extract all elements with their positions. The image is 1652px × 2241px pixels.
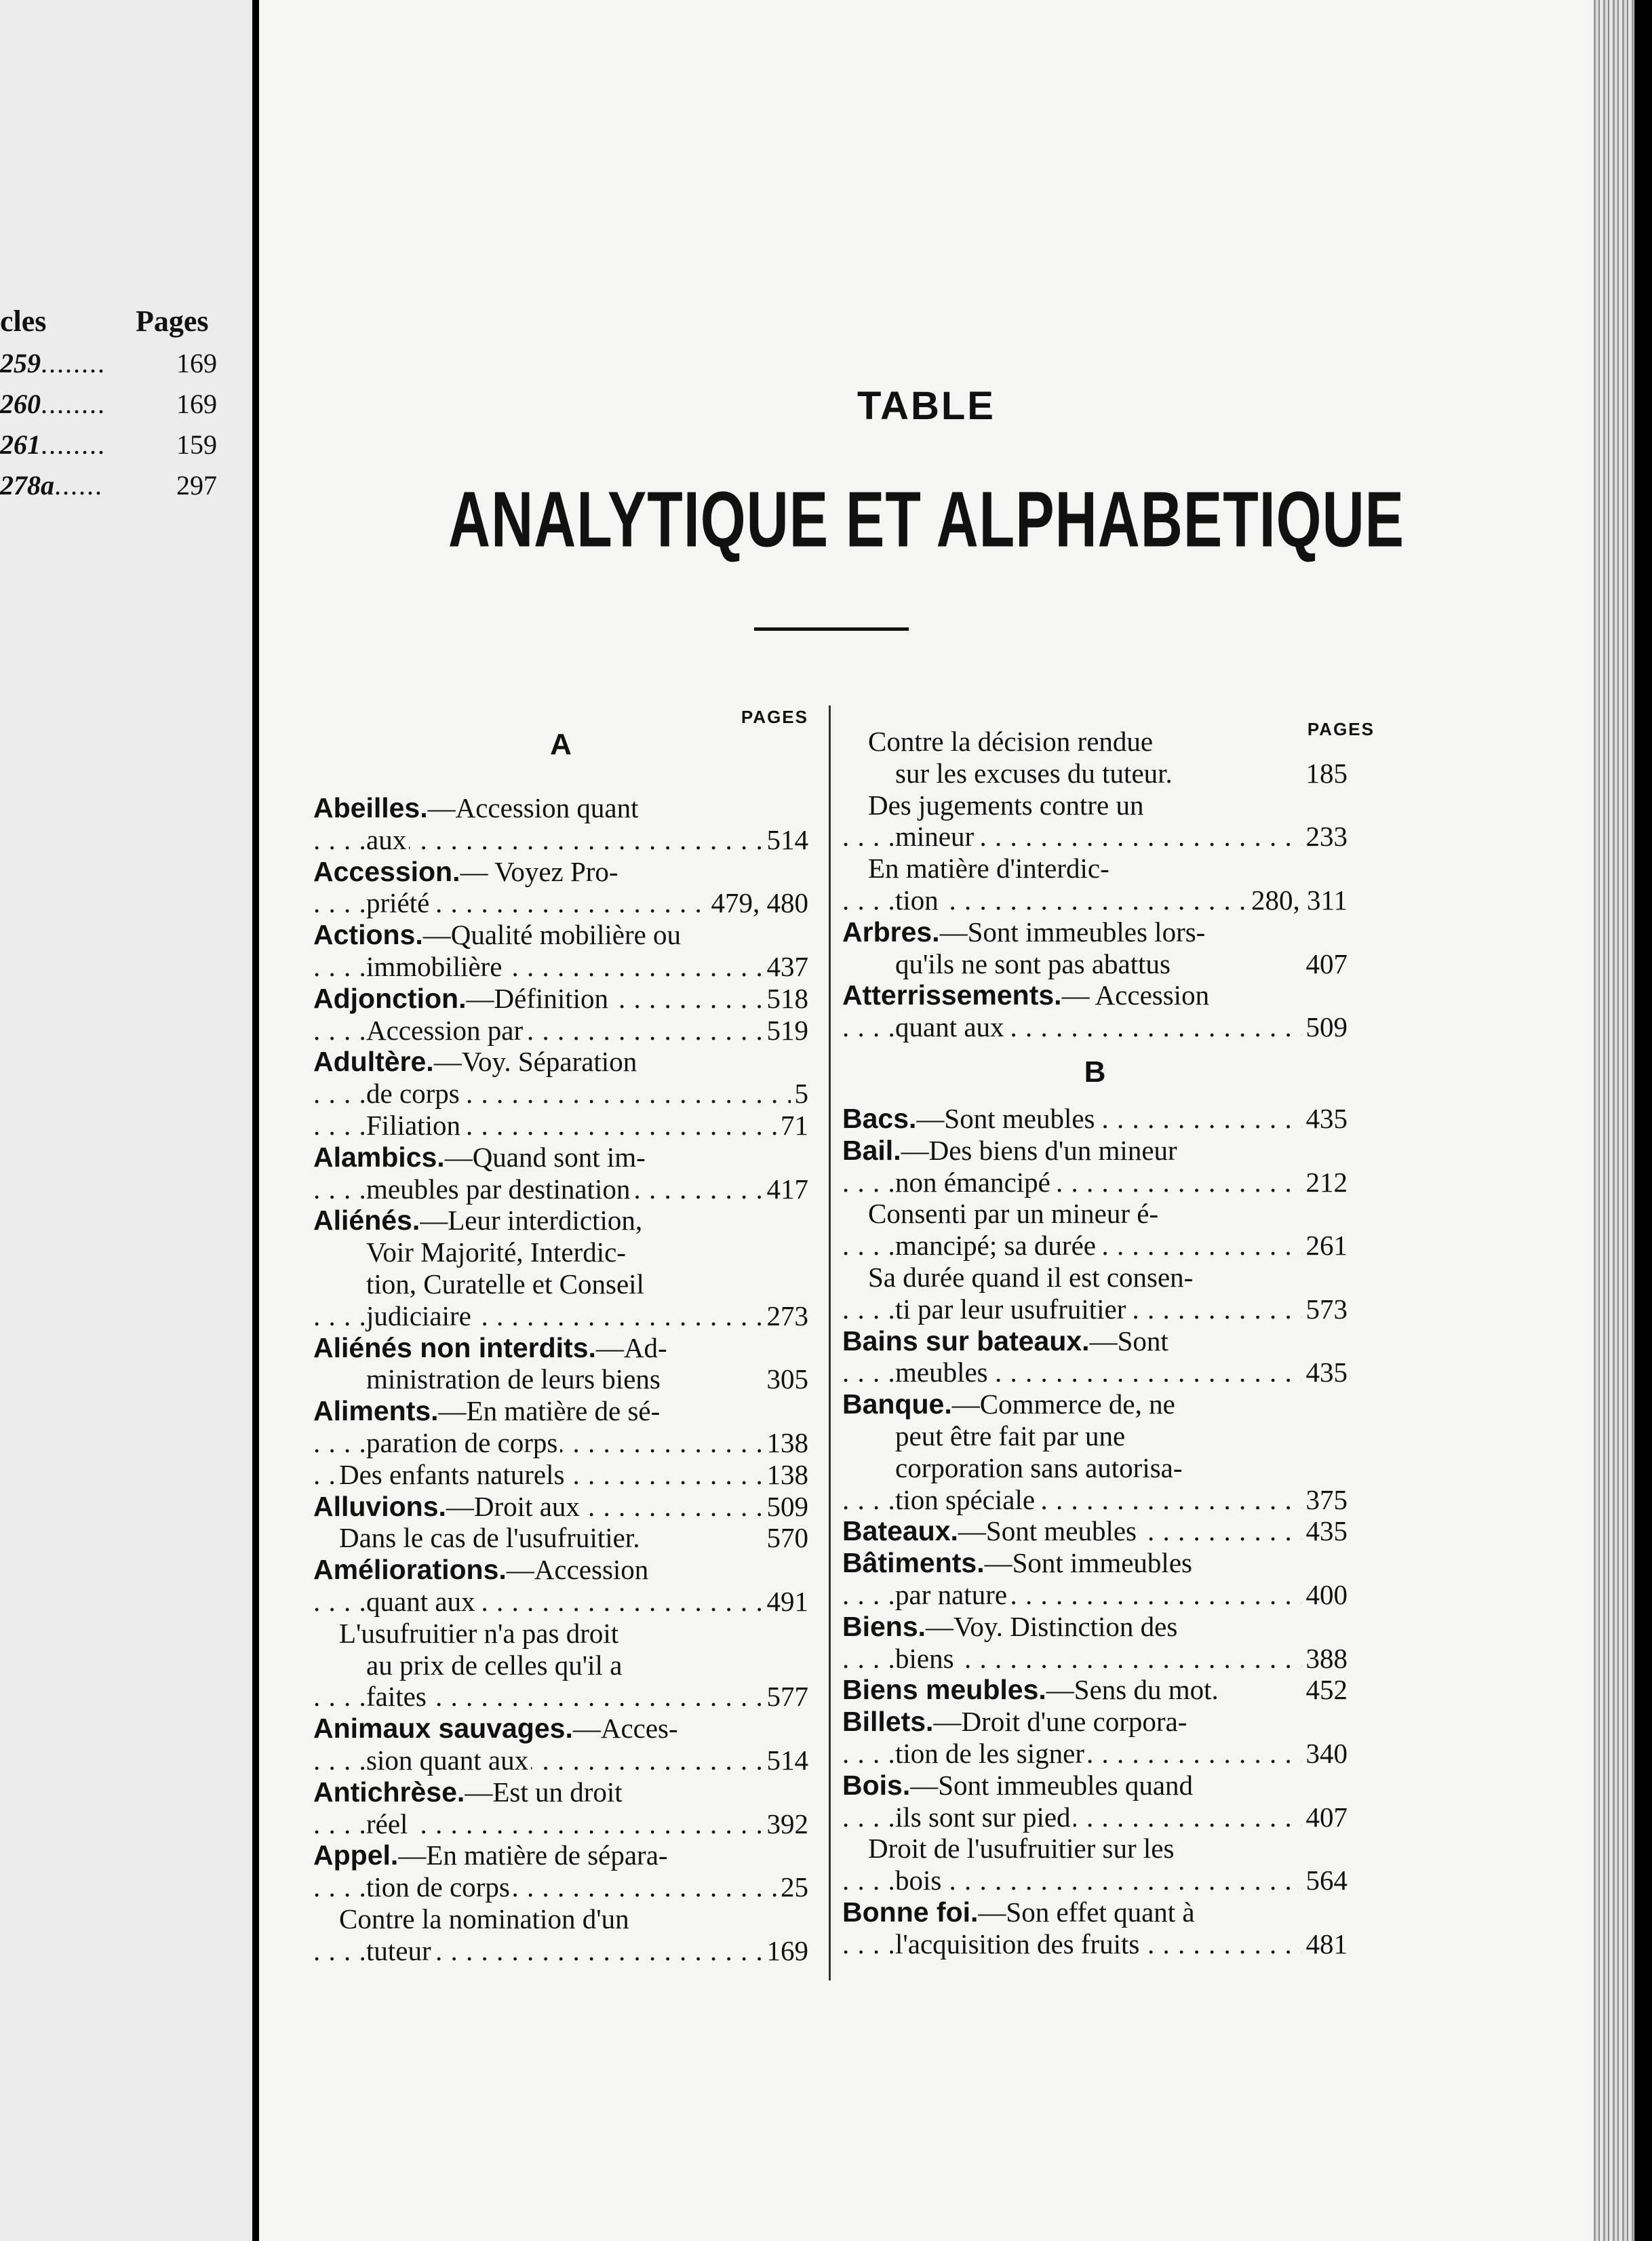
index-line	[842, 821, 1348, 853]
previous-page-row: 259........ 169	[0, 348, 217, 378]
index-text: l'acquisition des fruits	[895, 1928, 1140, 1960]
index-line	[313, 1839, 808, 1871]
previous-page-fragment	[0, 0, 252, 2241]
index-text: Des enfants naturels	[339, 1458, 565, 1490]
index-text: ti par leur usufruitier	[895, 1293, 1126, 1325]
index-line	[313, 919, 808, 951]
page-number: 417	[763, 1173, 809, 1205]
index-text: Filiation	[366, 1109, 460, 1141]
index-line	[313, 1427, 808, 1459]
index-line	[313, 1332, 808, 1364]
index-headword: Alambics.	[313, 1141, 445, 1173]
index-line	[313, 1395, 808, 1427]
index-text: —Sont meubles	[958, 1515, 1137, 1547]
index-headword: Aliments.	[313, 1395, 439, 1427]
index-line	[842, 1643, 1348, 1675]
index-line	[842, 1388, 1348, 1420]
index-text: bois	[895, 1865, 942, 1896]
index-line	[313, 792, 808, 824]
section-letter-a: A	[550, 728, 572, 761]
index-headword: Appel.	[313, 1839, 399, 1871]
index-text: Droit de l'usufruitier sur les	[868, 1833, 1175, 1865]
index-text: Contre la décision rendue	[868, 726, 1154, 757]
index-headword: Alluvions.	[313, 1490, 446, 1522]
index-line	[842, 1833, 1348, 1865]
title-table: TABLE	[857, 384, 996, 428]
page-number: 519	[763, 1015, 809, 1047]
index-line	[842, 1103, 1348, 1135]
index-text: aux	[366, 823, 407, 855]
index-line	[313, 1522, 808, 1554]
page-number: 305	[763, 1363, 809, 1395]
index-line	[313, 1110, 808, 1142]
index-text: tion de les signer	[895, 1737, 1084, 1769]
index-text: —Accession quant	[427, 792, 639, 823]
index-column-left	[313, 705, 808, 1966]
page-number: 138	[763, 1459, 809, 1491]
page-number: 435	[1302, 1103, 1348, 1135]
index-line	[842, 1674, 1348, 1706]
pages-header: Pages	[136, 305, 209, 338]
index-line	[313, 1205, 808, 1236]
page-number: 71	[776, 1110, 808, 1142]
index-entries-right-b	[842, 1103, 1348, 1960]
column-divider	[829, 705, 831, 1981]
index-text: tion spéciale	[895, 1483, 1036, 1515]
index-text: —En matière de sépara-	[398, 1839, 668, 1871]
index-line	[842, 1167, 1348, 1199]
index-headword: Atterrissements.	[842, 979, 1062, 1011]
index-text: —Son effet quant à	[978, 1896, 1195, 1928]
index-text: sion quant aux	[366, 1744, 529, 1776]
index-line	[842, 979, 1348, 1011]
index-text: Accession par	[366, 1014, 524, 1046]
index-headword: Arbres.	[842, 916, 940, 948]
page-number: 577	[763, 1681, 809, 1713]
index-line	[842, 1198, 1348, 1230]
index-line	[842, 1801, 1348, 1833]
index-text: — Voyez Pro-	[460, 855, 618, 887]
index-text: —En matière de sé-	[438, 1395, 661, 1427]
index-text: Dans le cas de l'usufruitier.	[339, 1522, 640, 1554]
index-line	[313, 1363, 808, 1395]
page-number: 437	[763, 951, 809, 983]
index-line	[313, 1650, 808, 1681]
index-text: En matière d'interdic-	[868, 853, 1109, 884]
index-text: meubles	[895, 1357, 988, 1388]
index-text: —Sont immeubles	[984, 1547, 1192, 1579]
index-line	[842, 1325, 1348, 1357]
page-number: 5	[791, 1078, 809, 1110]
title-rule	[754, 627, 909, 631]
index-headword: Antichrèse.	[313, 1776, 465, 1808]
page-number: 25	[776, 1871, 808, 1903]
index-text: —Voy. Séparation	[433, 1046, 637, 1078]
index-text: —Est un droit	[465, 1776, 623, 1808]
index-line	[842, 1515, 1348, 1547]
index-text: —Quand sont im-	[444, 1141, 646, 1173]
index-line	[313, 856, 808, 888]
page-number: 573	[1302, 1293, 1348, 1325]
page-number: 185	[1302, 758, 1348, 790]
page-number: 435	[1302, 1357, 1348, 1388]
index-line	[842, 1896, 1348, 1928]
index-line	[313, 1236, 808, 1268]
index-line	[313, 1015, 808, 1047]
page-number: 518	[763, 983, 809, 1015]
index-text: tuteur	[366, 1934, 431, 1966]
index-headword: Billets.	[842, 1706, 934, 1738]
index-headword: Animaux sauvages.	[313, 1713, 573, 1745]
index-line	[313, 1618, 808, 1650]
index-line	[313, 1871, 808, 1903]
index-line	[313, 824, 808, 856]
page-number: 491	[763, 1586, 809, 1618]
index-line	[842, 1611, 1348, 1643]
index-line	[313, 1142, 808, 1173]
index-line	[313, 1935, 808, 1967]
index-text: —Droit aux	[446, 1490, 580, 1522]
index-text: paration de corps	[366, 1426, 558, 1458]
index-line	[842, 1293, 1348, 1325]
index-line	[313, 1300, 808, 1332]
index-line	[842, 916, 1348, 948]
index-text: —Sont immeubles lors-	[939, 916, 1206, 948]
index-line	[313, 1491, 808, 1523]
index-text: Sa durée quand il est consen-	[868, 1261, 1194, 1293]
page-number: 261	[1302, 1230, 1348, 1262]
index-text: peut être fait par une	[895, 1420, 1126, 1451]
index-line	[842, 1928, 1348, 1960]
page-number: 392	[763, 1808, 809, 1840]
index-text: —Accession	[506, 1554, 649, 1586]
index-line	[842, 790, 1348, 821]
index-line	[313, 1903, 808, 1935]
index-line	[842, 1484, 1348, 1516]
index-line	[313, 983, 808, 1015]
index-line	[313, 1268, 808, 1300]
index-line	[313, 1586, 808, 1618]
index-line	[313, 1713, 808, 1745]
index-entries-left	[313, 792, 808, 1966]
index-line	[842, 1230, 1348, 1262]
index-headword: Abeilles.	[313, 792, 428, 823]
index-headword: Bateaux.	[842, 1515, 958, 1547]
index-headword: Adjonction.	[313, 982, 467, 1014]
section-letter-b: B	[1084, 1055, 1106, 1089]
index-text: réel	[366, 1808, 408, 1839]
page-number: 564	[1302, 1865, 1348, 1896]
index-headword: Adultère.	[313, 1046, 434, 1078]
index-column-right	[842, 705, 1375, 1960]
index-headword: Biens meubles.	[842, 1674, 1046, 1706]
index-line	[313, 887, 808, 919]
pages-column-header: PAGES	[1307, 719, 1375, 739]
page-number: 509	[763, 1491, 809, 1523]
index-line	[313, 1808, 808, 1840]
index-line	[842, 884, 1348, 916]
index-text: —Leur interdiction,	[420, 1205, 643, 1236]
index-text: —Ad-	[595, 1331, 667, 1363]
page-number: 212	[1302, 1167, 1348, 1199]
index-line	[842, 1579, 1348, 1611]
index-text: au prix de celles qu'il a	[366, 1649, 623, 1681]
index-line	[313, 1745, 808, 1776]
index-line	[313, 1776, 808, 1808]
index-text: Consenti par un mineur é-	[868, 1198, 1159, 1230]
index-text: non émancipé	[895, 1166, 1050, 1198]
page-number: 400	[1302, 1579, 1348, 1611]
index-line	[842, 726, 1348, 758]
index-line	[842, 948, 1348, 980]
index-text: tion	[895, 884, 939, 916]
index-line	[842, 1262, 1348, 1293]
index-line	[313, 1173, 808, 1205]
index-text: qu'ils ne sont pas abattus	[895, 948, 1171, 979]
index-headword: Aliénés.	[313, 1205, 420, 1236]
page-number: 233	[1302, 821, 1348, 853]
index-line	[842, 1357, 1348, 1388]
index-text: meubles par destination	[366, 1173, 631, 1205]
page-number: 138	[763, 1427, 809, 1459]
articles-header: cles	[0, 305, 47, 338]
index-text: tion de corps	[366, 1871, 510, 1903]
index-line	[842, 1011, 1348, 1043]
index-line	[313, 1078, 808, 1110]
index-line	[313, 1459, 808, 1491]
index-text: —Commerce de, ne	[951, 1388, 1175, 1420]
index-line	[842, 1420, 1348, 1452]
page-number: 481	[1302, 1928, 1348, 1960]
index-headword: Bâtiments.	[842, 1547, 985, 1579]
index-text: —Droit d'une corpora-	[933, 1706, 1187, 1738]
index-text: —Qualité mobilière ou	[422, 919, 682, 951]
page-number: 479, 480	[707, 887, 809, 919]
index-text: —Sont meubles	[916, 1102, 1095, 1134]
index-text: de corps	[366, 1078, 460, 1110]
index-headword: Bois.	[842, 1769, 911, 1801]
index-text: Voir Majorité, Interdic-	[366, 1236, 626, 1268]
index-text: L'usufruitier n'a pas droit	[339, 1617, 619, 1649]
previous-page-row: 260........ 169	[0, 389, 217, 419]
page-number: 375	[1302, 1484, 1348, 1516]
index-text: —Voy. Distinction des	[926, 1610, 1178, 1642]
index-text: immobilière	[366, 950, 503, 982]
index-text: —Des biens d'un mineur	[901, 1134, 1177, 1166]
index-text: —Sens du mot.	[1046, 1674, 1219, 1706]
page-number: 273	[763, 1300, 809, 1332]
index-line	[842, 758, 1348, 790]
index-line	[313, 1554, 808, 1586]
page-number: 509	[1302, 1011, 1348, 1043]
index-text: biens	[895, 1642, 954, 1674]
index-headword: Accession.	[313, 855, 460, 887]
index-line	[842, 1738, 1348, 1770]
index-line	[842, 1770, 1348, 1801]
index-headword: Actions.	[313, 919, 423, 951]
index-text: priété	[366, 887, 430, 919]
index-text: ils sont sur pied	[895, 1801, 1071, 1833]
index-line	[313, 1046, 808, 1078]
index-headword: Bains sur bateaux.	[842, 1325, 1090, 1357]
index-headword: Aliénés non interdits.	[313, 1331, 596, 1363]
index-line	[842, 1547, 1348, 1579]
pages-column-header: PAGES	[741, 707, 808, 727]
index-headword: Bail.	[842, 1134, 901, 1166]
page-number: 452	[1302, 1674, 1348, 1706]
page-number: 514	[763, 824, 809, 856]
index-text: mineur	[895, 821, 975, 853]
page-number: 407	[1302, 1801, 1348, 1833]
index-line	[842, 1135, 1348, 1167]
index-text: mancipé; sa durée	[895, 1230, 1096, 1262]
page-number: 388	[1302, 1643, 1348, 1675]
page-edge	[1594, 0, 1634, 2241]
index-text: quant aux	[895, 1011, 1004, 1043]
index-headword: Banque.	[842, 1388, 952, 1420]
index-line	[842, 1452, 1348, 1484]
index-headword: Bonne foi.	[842, 1896, 979, 1928]
index-text: quant aux	[366, 1585, 475, 1617]
index-line	[842, 853, 1348, 884]
index-text: tion, Curatelle et Conseil	[366, 1268, 644, 1300]
index-line	[842, 1865, 1348, 1896]
title-main: ANALYTIQUE ET ALPHABETIQUE	[448, 475, 1405, 564]
index-line	[313, 951, 808, 983]
page-number: 570	[763, 1522, 809, 1554]
page-number: 340	[1302, 1738, 1348, 1770]
index-text: —Acces-	[572, 1713, 678, 1745]
index-text: —Définition	[466, 982, 608, 1014]
index-text: corporation sans autorisa-	[895, 1451, 1183, 1483]
index-line	[313, 1681, 808, 1713]
page-number: 169	[763, 1935, 809, 1967]
index-headword: Bacs.	[842, 1102, 917, 1134]
index-text: ministration de leurs biens	[366, 1363, 661, 1395]
index-text: —Sont	[1089, 1325, 1168, 1357]
index-text: —Sont immeubles quand	[910, 1769, 1194, 1801]
index-text: — Accession	[1061, 979, 1210, 1011]
index-text: faites	[366, 1681, 427, 1713]
index-text: sur les excuses du tuteur.	[895, 757, 1173, 789]
index-text: par nature	[895, 1578, 1008, 1610]
index-headword: Améliorations.	[313, 1554, 507, 1586]
index-headword: Biens.	[842, 1610, 926, 1642]
page-number: 435	[1302, 1515, 1348, 1547]
page-number: 407	[1302, 948, 1348, 980]
index-line	[842, 1706, 1348, 1738]
previous-page-row: 278a...... 297	[0, 470, 217, 501]
page-number: 514	[763, 1745, 809, 1776]
previous-page-row: 261........ 159	[0, 429, 217, 460]
index-text: Des jugements contre un	[868, 789, 1144, 821]
index-entries-right-continued	[842, 726, 1348, 1043]
index-page	[259, 0, 1594, 2241]
index-text: judiciaire	[366, 1300, 471, 1331]
index-text: Contre la nomination d'un	[339, 1903, 629, 1934]
page-number: 280, 311	[1247, 884, 1348, 916]
